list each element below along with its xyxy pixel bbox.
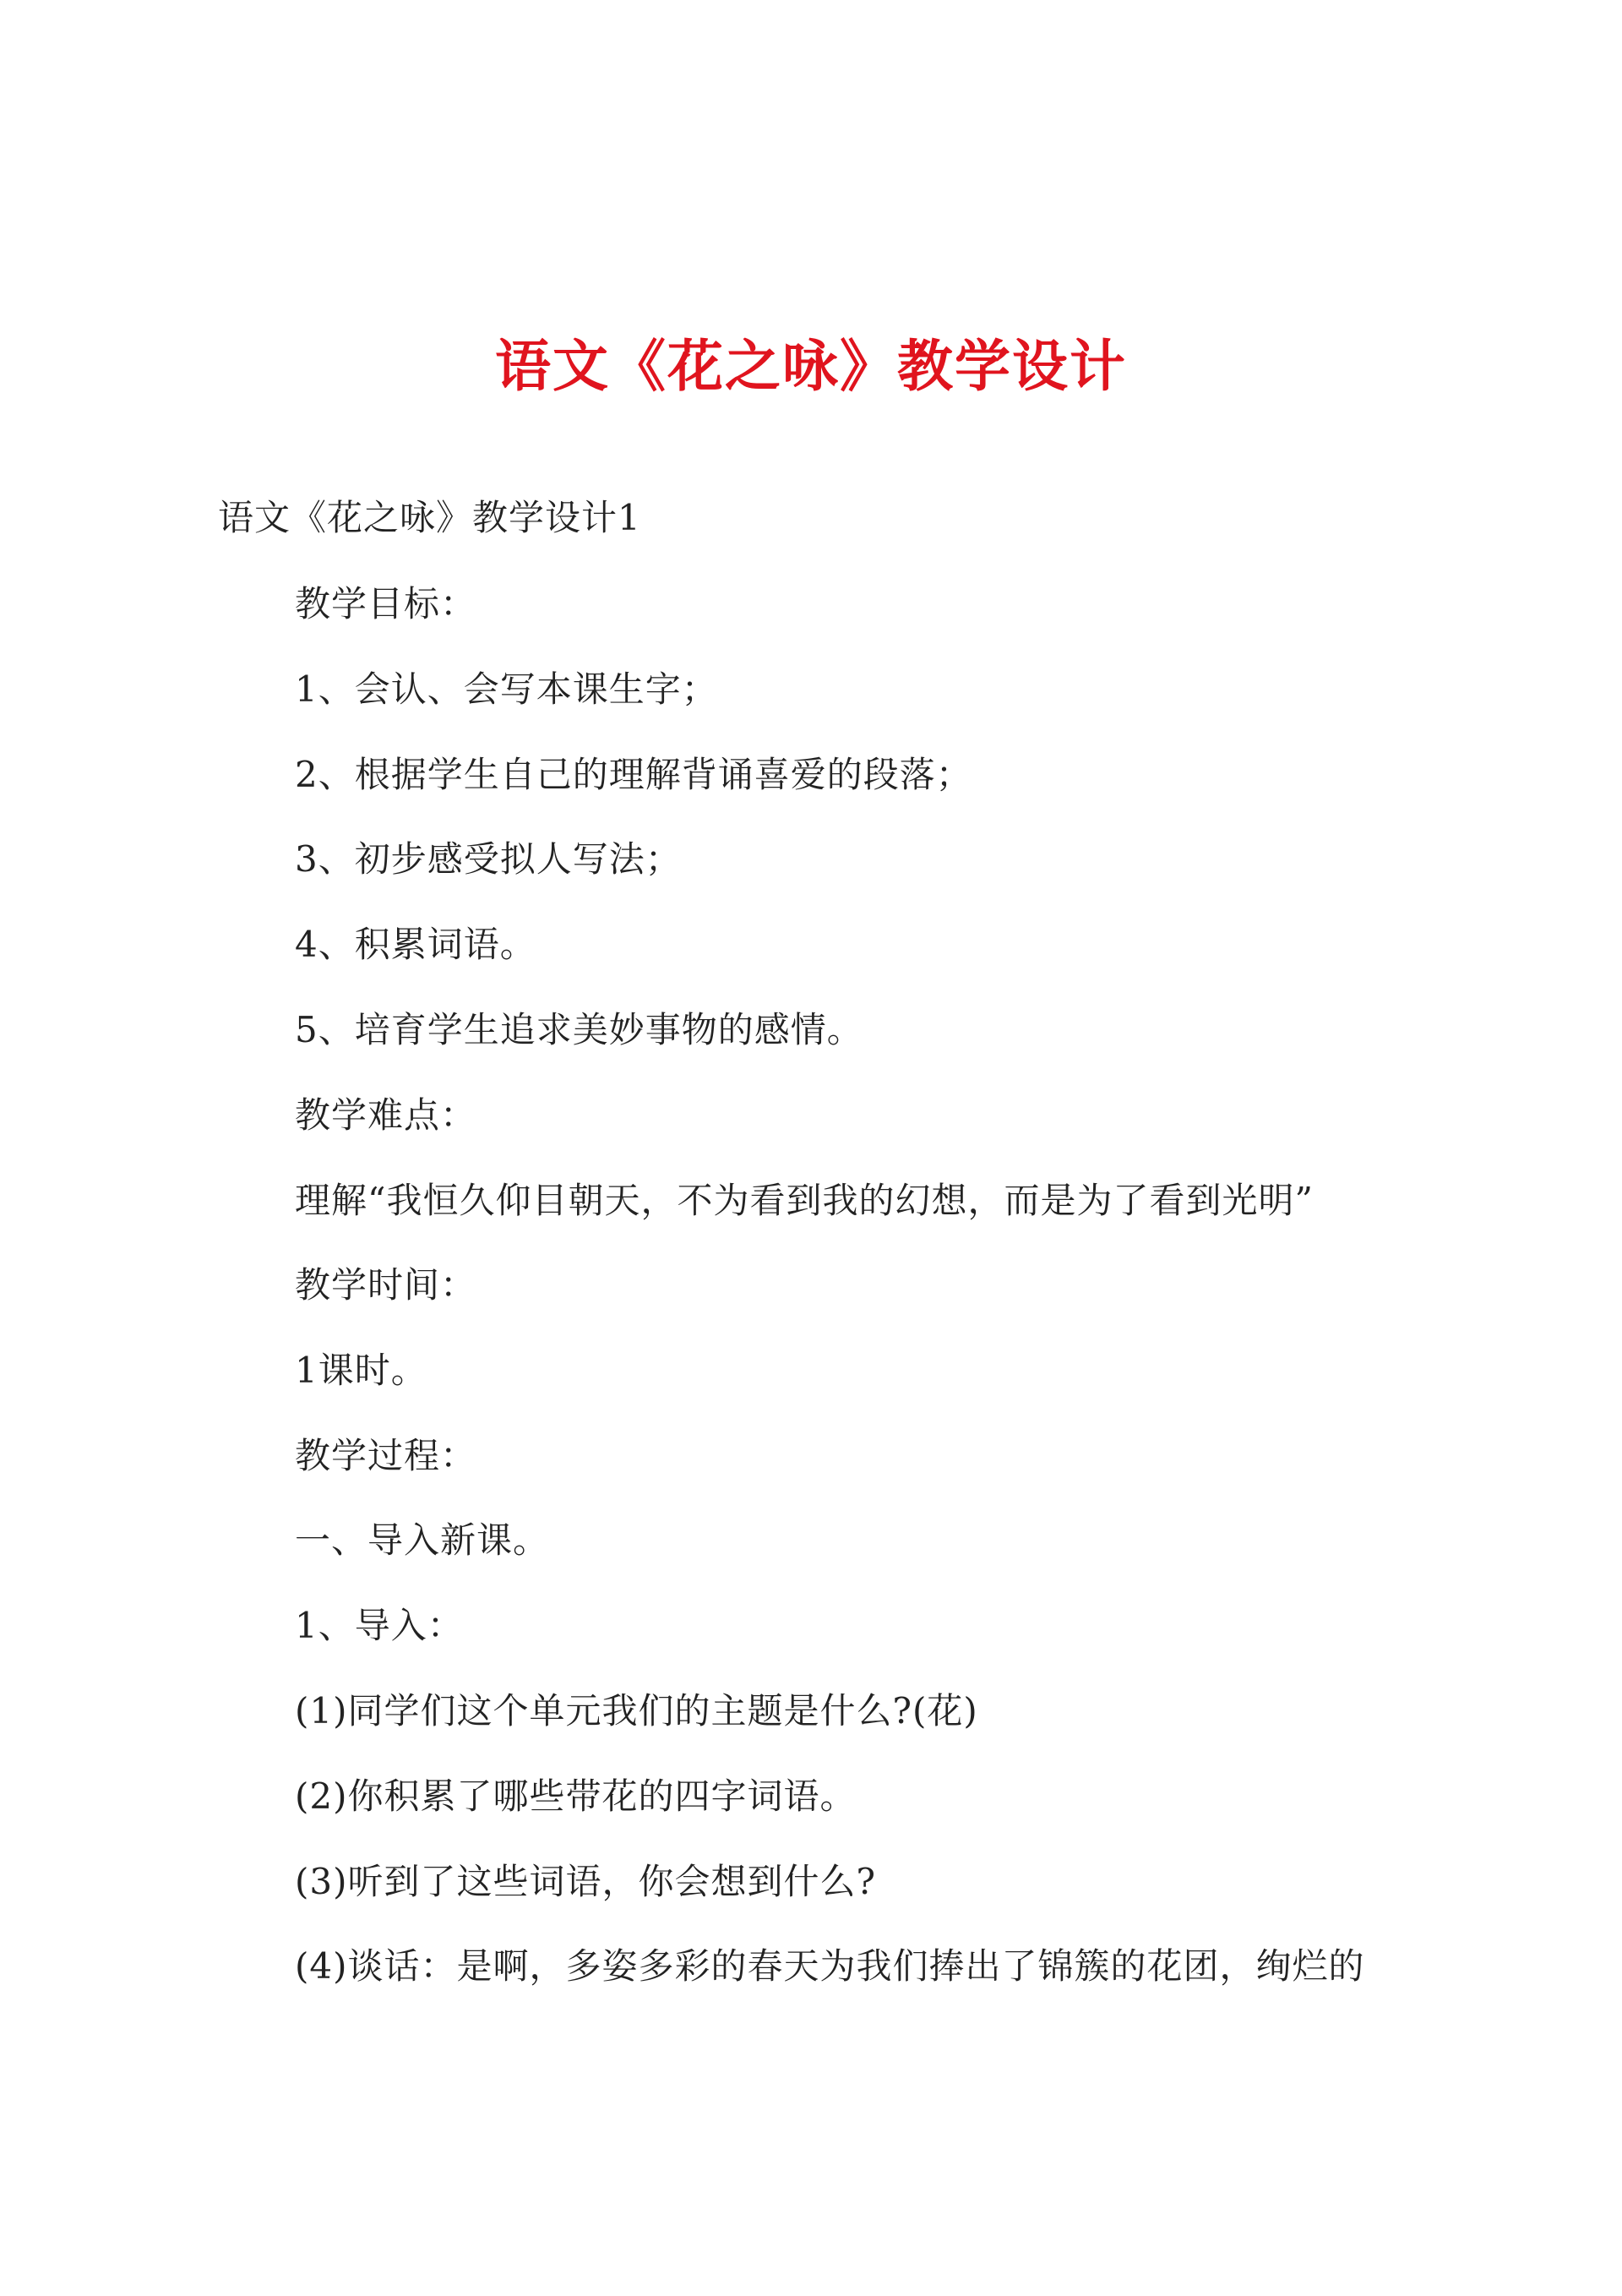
section-heading-objectives: 教学目标：: [295, 583, 477, 624]
objective-item-3: 3、初步感受拟人写法；: [295, 838, 682, 880]
process-item-1: (1)同学们这个单元我们的主题是什么?(花): [295, 1690, 978, 1732]
objective-item-4: 4、积累词语。: [295, 924, 536, 965]
difficulty-text: 理解“我恒久仰目朝天，不为看到我的幻想，而是为了看到光明”: [295, 1180, 1314, 1221]
section-heading-time: 教学时间：: [295, 1264, 477, 1306]
process-item-3: (3)听到了这些词语，你会想到什么?: [295, 1861, 877, 1902]
objective-item-2: 2、根据学生自己的理解背诵喜爱的段落；: [295, 754, 972, 795]
process-item-2: (2)你积累了哪些带花的四字词语。: [295, 1775, 857, 1817]
document-title: 语文《花之咏》教学设计: [495, 333, 1127, 399]
objective-item-5: 5、培育学生追求美妙事物的感情。: [295, 1009, 863, 1050]
section-heading-process: 教学过程：: [295, 1435, 477, 1476]
objective-item-1: 1、会认、会写本课生字；: [295, 668, 718, 710]
process-step-heading: 一、导入新课。: [295, 1519, 550, 1561]
time-text: 1课时。: [295, 1350, 427, 1391]
section-heading-difficulty: 教学难点：: [295, 1094, 477, 1136]
process-substep-heading: 1、导入：: [295, 1605, 464, 1646]
process-item-4: (4)谈话：是啊，多姿多彩的春天为我们捧出了锦簇的花团，绚烂的: [295, 1945, 1365, 1987]
document-subtitle: 语文《花之咏》教学设计1: [218, 497, 641, 538]
